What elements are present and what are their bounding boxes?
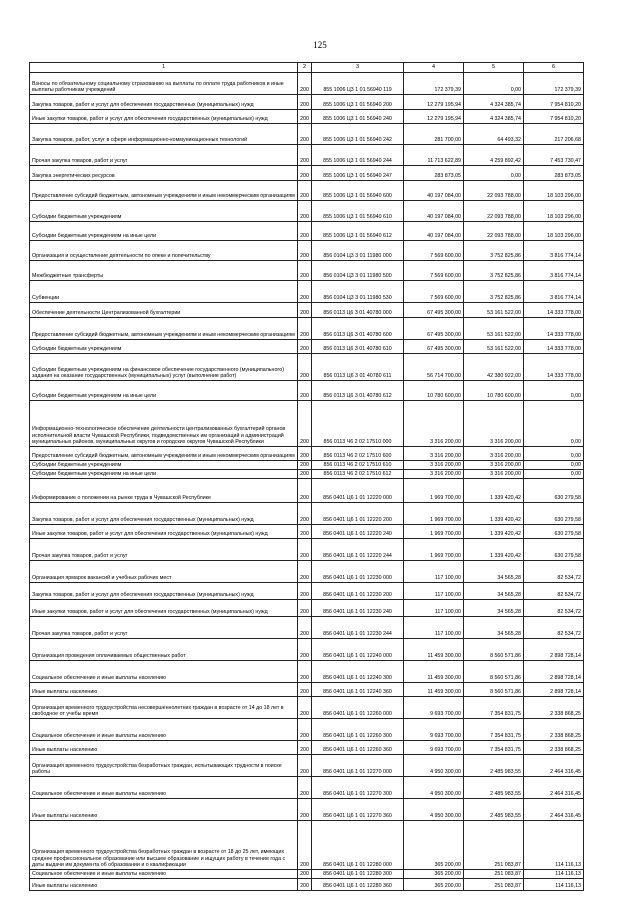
table-row [30,879,584,891]
row-name-cell: Социальное обеспечение и иные выплаты населению [30,661,298,683]
row-col5-value: 1 339 420,42 [464,539,524,561]
row-name-cell: Закупка товаров, работ и услуг для обеспечения государственных (муниципальных) нужд [30,583,298,600]
table-row [30,222,584,241]
table-row [30,318,584,340]
row-name-cell: Иные выплаты населению [30,683,298,697]
row-col4-value: 40 197 084,00 [404,181,464,201]
row-col5-value: 22 093 788,00 [464,181,524,201]
row-group-cell: 200 [298,639,312,661]
row-col5-value: 7 354 831,75 [464,719,524,741]
row-col4-value: 1 969 700,00 [404,525,464,539]
row-col4-value: 12 279 195,94 [404,110,464,124]
row-col6-value: 630 279,58 [524,479,584,503]
row-col6-value: 82 534,72 [524,617,584,639]
row-name-cell: Организация проведения оплачиваемых общественных работ [30,639,298,661]
row-name-cell: Закупка товаров, работ, услуг в сфере информационно-коммуникационных технологий [30,124,298,145]
row-code-cell: 856 0401 Ц6 1 01 12270 300 [312,777,404,799]
row-code-cell: 855 1006 Ц3 1 01 56940 247 [312,166,404,181]
row-col5-value: 3 316 200,00 [464,447,524,461]
table-row [30,639,584,661]
table-row [30,539,584,561]
row-name-cell: Межбюджетные трансферты [30,261,298,281]
row-col6-value: 0,00 [524,461,584,470]
row-col6-value: 114 116,13 [524,879,584,891]
row-name-cell: Организация временного трудоустройства безработных граждан в возрасте от 18 до 25 лет, имеющих среднее профессиональное образование или высшее образование и ищущих работу в течение года с даты выдачи им документа об образовании и о квалификации [30,821,298,870]
row-name-cell: Прочая закупка товаров, работ и услуг [30,617,298,639]
row-col6-value: 2 464 316,45 [524,777,584,799]
row-name-cell: Информационно-технологическое обеспечение деятельности централизованных бухгалтерий органов исполнительной власти Чувашской Республики, подведомственных им организаций и администраций муниципальных районов, муниципальных округов и городских округов Чувашской Республики [30,401,298,447]
column-header: 5 [464,63,524,73]
row-col5-value: 0,00 [464,166,524,181]
row-group-cell: 200 [298,222,312,241]
row-col5-value: 3 316 200,00 [464,470,524,479]
row-col4-value: 3 316 200,00 [404,401,464,447]
row-group-cell: 200 [298,870,312,879]
table-row [30,525,584,539]
row-col6-value: 2 338 868,25 [524,741,584,755]
table-row [30,241,584,261]
row-col4-value: 9 693 700,00 [404,697,464,719]
row-code-cell: 855 1006 Ц3 1 01 56940 244 [312,145,404,166]
table-row [30,461,584,470]
row-col6-value: 82 534,72 [524,561,584,583]
row-name-cell: Субсидии бюджетным учреждениям [30,201,298,222]
row-group-cell: 200 [298,719,312,741]
row-code-cell: 856 0401 Ц6 1 01 12230 240 [312,600,404,617]
row-col4-value: 4 950 300,00 [404,755,464,777]
row-col6-value: 217 206,68 [524,124,584,145]
table-row [30,110,584,124]
row-name-cell: Иные выплаты населению [30,879,298,891]
row-group-cell: 200 [298,561,312,583]
row-col4-value: 3 316 200,00 [404,447,464,461]
row-name-cell: Информирование о положении на рынке труда в Чувашской Республике [30,479,298,503]
row-col5-value: 251 083,87 [464,821,524,870]
row-col5-value: 7 354 831,75 [464,697,524,719]
row-code-cell: 856 0401 Ц6 1 01 12280 000 [312,821,404,870]
row-name-cell: Иные выплаты населению [30,799,298,821]
row-code-cell: 856 0401 Ц6 1 01 12220 244 [312,539,404,561]
table-row [30,777,584,799]
row-col6-value: 2 898 728,14 [524,639,584,661]
row-col4-value: 11 459 300,00 [404,661,464,683]
row-code-cell: 856 0113 Ц6 3 01 40780 611 [312,354,404,381]
row-col5-value: 53 161 522,00 [464,340,524,354]
row-col5-value: 10 780 600,00 [464,381,524,401]
row-col4-value: 172 379,39 [404,73,464,95]
row-name-cell: Субвенции [30,281,298,303]
row-col6-value: 2 898 728,14 [524,683,584,697]
row-code-cell: 856 0113 Ц6 3 01 40780 600 [312,318,404,340]
row-group-cell: 200 [298,110,312,124]
row-code-cell: 856 0401 Ц6 1 01 12230 244 [312,617,404,639]
table-row [30,281,584,303]
row-code-cell: 855 1006 Ц3 1 01 56940 600 [312,181,404,201]
row-group-cell: 200 [298,799,312,821]
row-col6-value: 172 379,39 [524,73,584,95]
row-col4-value: 9 693 700,00 [404,719,464,741]
row-name-cell: Социальное обеспечение и иные выплаты населению [30,870,298,879]
row-group-cell: 200 [298,525,312,539]
row-col4-value: 4 950 300,00 [404,799,464,821]
row-group-cell: 200 [298,583,312,600]
row-group-cell: 200 [298,470,312,479]
table-row [30,617,584,639]
row-col6-value: 18 103 296,00 [524,222,584,241]
row-group-cell: 200 [298,201,312,222]
table-row [30,600,584,617]
row-col6-value: 2 464 316,45 [524,799,584,821]
table-row [30,741,584,755]
table-row [30,583,584,600]
table-row [30,799,584,821]
table-row [30,719,584,741]
row-col5-value: 2 485 983,55 [464,777,524,799]
row-group-cell: 200 [298,777,312,799]
row-col6-value: 2 898 728,14 [524,661,584,683]
table-row [30,354,584,381]
row-name-cell: Закупка товаров, работ и услуг для обеспечения государственных (муниципальных) нужд [30,503,298,525]
column-header: 4 [404,63,464,73]
row-code-cell: 856 0401 Ц6 1 01 12230 200 [312,583,404,600]
row-code-cell: 856 0401 Ц6 1 01 12280 300 [312,870,404,879]
row-col6-value: 14 333 778,00 [524,354,584,381]
row-col5-value: 0,00 [464,73,524,95]
row-code-cell: 855 1006 Ц3 1 01 56940 610 [312,201,404,222]
row-code-cell: 855 1006 Ц3 1 01 56940 612 [312,222,404,241]
row-col6-value: 18 103 296,00 [524,201,584,222]
row-col6-value: 2 464 316,45 [524,755,584,777]
row-col4-value: 67 495 300,00 [404,340,464,354]
row-code-cell: 856 0113 Ц6 3 01 40780 610 [312,340,404,354]
row-group-cell: 200 [298,95,312,110]
table-row [30,561,584,583]
row-name-cell: Обеспечение деятельности Централизованной бухгалтерии [30,303,298,318]
row-code-cell: 856 0104 Ц3 3 01 11980 530 [312,281,404,303]
row-col6-value: 82 534,72 [524,600,584,617]
row-col4-value: 117 100,00 [404,561,464,583]
row-col5-value: 3 752 825,86 [464,261,524,281]
table-row [30,73,584,95]
row-col6-value: 630 279,58 [524,539,584,561]
row-col4-value: 365 200,00 [404,821,464,870]
row-col4-value: 12 279 195,94 [404,95,464,110]
row-col4-value: 1 969 700,00 [404,539,464,561]
row-col4-value: 67 495 300,00 [404,303,464,318]
row-group-cell: 200 [298,503,312,525]
row-code-cell: 856 0401 Ц6 1 01 12220 000 [312,479,404,503]
row-col4-value: 7 569 600,00 [404,281,464,303]
row-group-cell: 200 [298,755,312,777]
row-group-cell: 200 [298,381,312,401]
row-col6-value: 2 338 868,25 [524,719,584,741]
row-col4-value: 40 197 084,00 [404,222,464,241]
row-group-cell: 200 [298,741,312,755]
column-header: 2 [298,63,312,73]
row-group-cell: 200 [298,318,312,340]
table-row [30,470,584,479]
row-code-cell: 855 1006 Ц3 1 01 56940 200 [312,95,404,110]
row-group-cell: 200 [298,661,312,683]
row-name-cell: Организация временного трудоустройства безработных граждан, испытывающих трудности в поиске работы [30,755,298,777]
row-col6-value: 7 954 810,20 [524,110,584,124]
row-group-cell: 200 [298,241,312,261]
row-col5-value: 22 093 788,00 [464,222,524,241]
row-col5-value: 4 324 385,74 [464,95,524,110]
row-col4-value: 11 459 300,00 [404,639,464,661]
row-col5-value: 2 485 983,55 [464,755,524,777]
row-group-cell: 200 [298,461,312,470]
row-col6-value: 0,00 [524,470,584,479]
row-code-cell: 855 1006 Ц3 1 01 56940 242 [312,124,404,145]
row-col5-value: 251 083,87 [464,870,524,879]
row-col4-value: 1 969 700,00 [404,503,464,525]
row-name-cell: Иные закупки товаров, работ и услуг для обеспечения государственных (муниципальных) нужд [30,600,298,617]
row-name-cell: Организация временного трудоустройства несовершеннолетних граждан в возрасте от 14 до 18 лет в свободное от учебы время [30,697,298,719]
row-code-cell: 856 0401 Ц6 1 01 12260 000 [312,697,404,719]
row-col4-value: 365 200,00 [404,879,464,891]
table-row [30,447,584,461]
row-col5-value: 3 316 200,00 [464,461,524,470]
row-col4-value: 40 197 084,00 [404,201,464,222]
row-group-cell: 200 [298,181,312,201]
row-col4-value: 117 100,00 [404,600,464,617]
table-row [30,821,584,870]
row-name-cell: Социальное обеспечение и иные выплаты населению [30,777,298,799]
row-group-cell: 200 [298,617,312,639]
table-row [30,683,584,697]
row-col6-value: 14 333 778,00 [524,340,584,354]
row-name-cell: Социальное обеспечение и иные выплаты населению [30,719,298,741]
row-col6-value: 0,00 [524,447,584,461]
row-group-cell: 200 [298,821,312,870]
row-code-cell: 856 0401 Ц6 1 01 12240 360 [312,683,404,697]
row-group-cell: 200 [298,73,312,95]
row-code-cell: 856 0113 Ц6 3 01 40780 000 [312,303,404,318]
row-group-cell: 200 [298,281,312,303]
row-name-cell: Закупка товаров, работ и услуг для обеспечения государственных (муниципальных) нужд [30,95,298,110]
row-col5-value: 4 324 385,74 [464,110,524,124]
row-col6-value: 82 534,72 [524,583,584,600]
row-code-cell: 856 0401 Ц6 1 01 12220 200 [312,503,404,525]
row-name-cell: Иные закупки товаров, работ и услуг для обеспечения государственных (муниципальных) нужд [30,110,298,124]
row-code-cell: 855 1006 Ц3 1 01 56940 240 [312,110,404,124]
row-name-cell: Субсидии бюджетным учреждениям [30,340,298,354]
row-col4-value: 4 950 300,00 [404,777,464,799]
row-col4-value: 7 569 600,00 [404,261,464,281]
row-group-cell: 200 [298,354,312,381]
table-row [30,95,584,110]
row-code-cell: 856 0104 Ц3 3 01 11980 500 [312,261,404,281]
row-col4-value: 11 713 622,89 [404,145,464,166]
row-col5-value: 64 493,32 [464,124,524,145]
row-group-cell: 200 [298,479,312,503]
table-row [30,479,584,503]
row-group-cell: 200 [298,539,312,561]
row-col4-value: 3 316 200,00 [404,470,464,479]
row-col6-value: 3 816 774,14 [524,241,584,261]
row-col5-value: 22 093 788,00 [464,201,524,222]
page-number: 125 [313,40,327,50]
row-group-cell: 200 [298,600,312,617]
table-row [30,181,584,201]
row-col5-value: 3 752 825,86 [464,241,524,261]
row-col6-value: 14 333 778,00 [524,318,584,340]
row-col6-value: 14 333 778,00 [524,303,584,318]
table-row [30,381,584,401]
row-group-cell: 200 [298,145,312,166]
row-col6-value: 2 338 868,25 [524,697,584,719]
row-col5-value: 3 316 200,00 [464,401,524,447]
row-col6-value: 630 279,58 [524,503,584,525]
table-row [30,261,584,281]
row-col4-value: 117 100,00 [404,583,464,600]
row-col4-value: 10 780 600,00 [404,381,464,401]
table-row [30,145,584,166]
row-name-cell: Предоставление субсидий бюджетным, автономным учреждениям и иным некоммерческим организациям [30,181,298,201]
row-name-cell: Субсидии бюджетным учреждениям на иные цели [30,470,298,479]
row-col4-value: 56 714 700,00 [404,354,464,381]
row-code-cell: 856 0401 Ц6 1 01 12280 360 [312,879,404,891]
row-col5-value: 7 354 831,75 [464,741,524,755]
row-code-cell: 856 0104 Ц3 3 01 11980 000 [312,241,404,261]
row-code-cell: 856 0401 Ц6 1 01 12240 300 [312,661,404,683]
row-col6-value: 0,00 [524,401,584,447]
row-col5-value: 2 485 983,55 [464,799,524,821]
row-name-cell: Предоставление субсидий бюджетным, автономным учреждениям и иным некоммерческим организациям [30,447,298,461]
row-col6-value: 7 954 810,20 [524,95,584,110]
row-code-cell: 856 0113 Ч6 2 02 17510 610 [312,461,404,470]
table-row [30,697,584,719]
row-col5-value: 1 339 420,42 [464,525,524,539]
table-row [30,401,584,447]
row-col5-value: 34 565,28 [464,600,524,617]
table-row [30,303,584,318]
row-code-cell: 855 1006 Ц3 1 01 56940 119 [312,73,404,95]
row-code-cell: 856 0401 Ц6 1 01 12240 000 [312,639,404,661]
row-col6-value: 7 453 730,47 [524,145,584,166]
row-col6-value: 18 103 296,00 [524,181,584,201]
row-name-cell: Прочая закупка товаров, работ и услуг [30,539,298,561]
row-group-cell: 200 [298,166,312,181]
row-group-cell: 200 [298,340,312,354]
row-col5-value: 8 560 571,86 [464,661,524,683]
row-name-cell: Субсидии бюджетным учреждениям [30,461,298,470]
table-row [30,661,584,683]
row-code-cell: 856 0401 Ц6 1 01 12260 360 [312,741,404,755]
row-code-cell: 856 0401 Ц6 1 01 12270 360 [312,799,404,821]
row-code-cell: 856 0113 Ц6 3 01 40780 612 [312,381,404,401]
row-col4-value: 11 459 300,00 [404,683,464,697]
row-group-cell: 200 [298,303,312,318]
row-code-cell: 856 0113 Ч6 2 02 17510 000 [312,401,404,447]
column-header: 6 [524,63,584,73]
row-name-cell: Субсидии бюджетным учреждениям на иные цели [30,222,298,241]
row-name-cell: Закупка энергетических ресурсов [30,166,298,181]
row-name-cell: Иные закупки товаров, работ и услуг для обеспечения государственных (муниципальных) нужд [30,525,298,539]
row-col5-value: 53 161 522,00 [464,318,524,340]
row-name-cell: Организация ярмарок вакансий и учебных рабочих мест [30,561,298,583]
table-row [30,755,584,777]
row-col6-value: 114 116,13 [524,870,584,879]
row-group-cell: 200 [298,261,312,281]
row-col4-value: 365 200,00 [404,870,464,879]
row-name-cell: Прочая закупка товаров, работ и услуг [30,145,298,166]
row-col5-value: 1 339 420,42 [464,503,524,525]
row-col4-value: 283 873,05 [404,166,464,181]
row-group-cell: 200 [298,124,312,145]
row-code-cell: 856 0401 Ц6 1 01 12220 240 [312,525,404,539]
row-col5-value: 8 560 571,86 [464,639,524,661]
row-name-cell: Организация и осуществление деятельности по опеке и попечительству [30,241,298,261]
table-row [30,870,584,879]
table-header-row [30,63,584,73]
row-col5-value: 4 259 892,42 [464,145,524,166]
row-name-cell: Предоставление субсидий бюджетным, автономным учреждениям и иным некоммерческим организациям [30,318,298,340]
row-col6-value: 3 816 774,14 [524,281,584,303]
row-col5-value: 3 752 825,86 [464,281,524,303]
row-col4-value: 3 316 200,00 [404,461,464,470]
row-col5-value: 34 565,28 [464,561,524,583]
row-code-cell: 856 0401 Ц6 1 01 12260 300 [312,719,404,741]
row-col4-value: 281 700,00 [404,124,464,145]
row-col6-value: 630 279,58 [524,525,584,539]
row-name-cell: Субсидии бюджетным учреждениям на иные цели [30,381,298,401]
row-code-cell: 856 0401 Ц6 1 01 12270 000 [312,755,404,777]
row-col4-value: 117 100,00 [404,617,464,639]
row-group-cell: 200 [298,401,312,447]
row-col5-value: 53 161 522,00 [464,303,524,318]
row-col4-value: 7 569 600,00 [404,241,464,261]
row-col5-value: 8 560 571,86 [464,683,524,697]
row-col6-value: 3 816 774,14 [524,261,584,281]
row-col5-value: 251 083,87 [464,879,524,891]
row-code-cell: 856 0401 Ц6 1 01 12230 000 [312,561,404,583]
column-header: 1 [30,63,298,73]
row-col5-value: 34 565,28 [464,583,524,600]
row-col4-value: 1 969 700,00 [404,479,464,503]
budget-table [29,62,584,891]
row-col5-value: 1 339 420,42 [464,479,524,503]
row-name-cell: Взносы по обязательному социальному страхованию на выплаты по оплате труда работников и иные выплаты работникам учреждений [30,73,298,95]
row-col6-value: 283 873,05 [524,166,584,181]
row-code-cell: 856 0113 Ч6 2 02 17510 612 [312,470,404,479]
row-col6-value: 114 116,13 [524,821,584,870]
row-name-cell: Субсидии бюджетным учреждениям на финансовое обеспечение государственного (муниципального) задания на оказание государственных (муниципальных) услуг (выполнение работ) [30,354,298,381]
table-row [30,124,584,145]
row-col5-value: 34 565,28 [464,617,524,639]
table-row [30,503,584,525]
table-row [30,166,584,181]
table-row [30,201,584,222]
table-row [30,340,584,354]
row-group-cell: 200 [298,697,312,719]
row-group-cell: 200 [298,447,312,461]
column-header: 3 [312,63,404,73]
row-group-cell: 200 [298,683,312,697]
row-name-cell: Иные выплаты населению [30,741,298,755]
row-col5-value: 42 380 922,00 [464,354,524,381]
row-col6-value: 0,00 [524,381,584,401]
row-code-cell: 856 0113 Ч6 2 02 17510 600 [312,447,404,461]
row-group-cell: 200 [298,879,312,891]
row-col4-value: 9 693 700,00 [404,741,464,755]
row-col4-value: 67 495 300,00 [404,318,464,340]
